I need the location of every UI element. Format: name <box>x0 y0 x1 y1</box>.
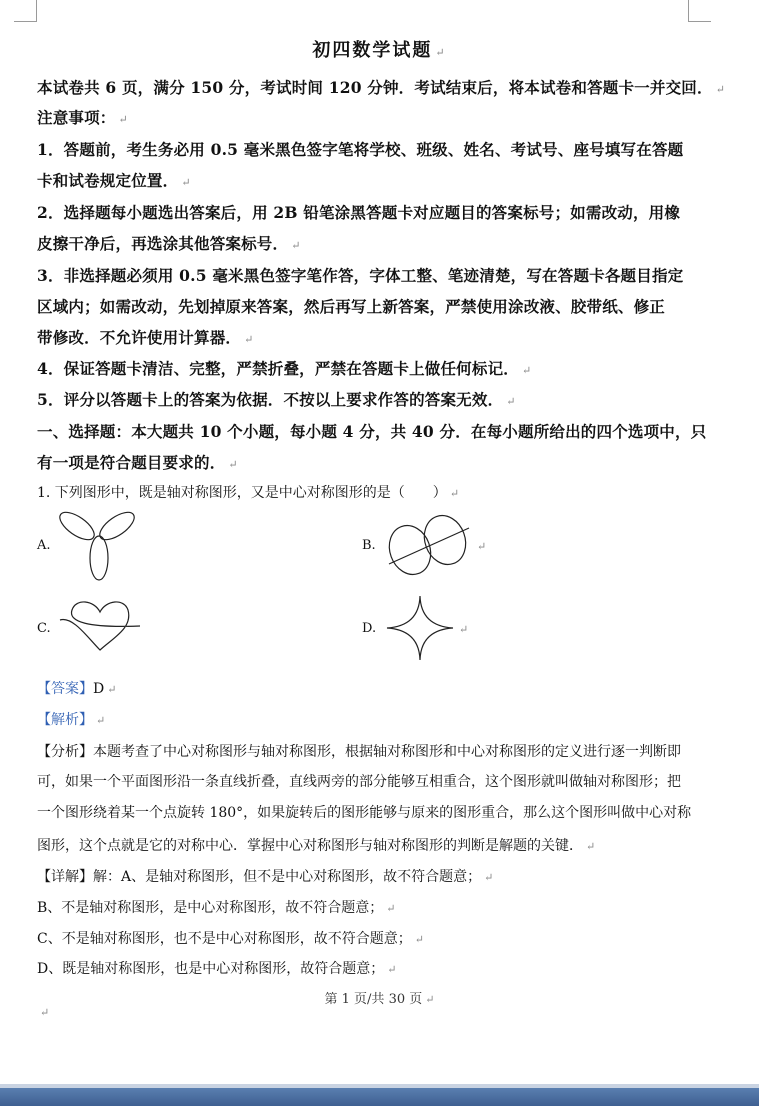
option-d-label: D. <box>362 621 377 636</box>
notice-line: 3．非选择题必须用 0.5 毫米黑色签字笔作答，字体工整、笔迹清楚，写在答题卡各题目指定 <box>37 266 684 285</box>
detail-line: B、不是轴对称图形，是中心对称图形，故不符合题意； ↵ <box>37 900 396 916</box>
detail-line: 【详解】解：A、是轴对称图形，但不是中心对称图形，故不符合题意； ↵ <box>37 869 494 885</box>
section-heading: 一、选择题：本大题共 10 个小题，每小题 4 分，共 40 分．在每小题所给出的四个选项中，只 <box>37 422 707 441</box>
question-1-stem: 1. 下列图形中，既是轴对称图形，又是中心对称图形的是（ ） ↵ <box>37 485 460 501</box>
notice-line: 5．评分以答题卡上的答案为依据．不按以上要求作答的答案无效． ↵ <box>37 390 516 409</box>
notice-line: 区域内；如需改动，先划掉原来答案，然后再写上新答案，严禁使用涂改液、胶带纸、修正 <box>37 297 666 316</box>
option-b-figure <box>385 512 480 582</box>
page-title: 初四数学试题 ↵ <box>312 40 447 61</box>
notice-line: 1．答题前，考生务必用 0.5 毫米黑色签字笔将学校、班级、姓名、考试号、座号填写在答题 <box>37 140 684 159</box>
option-c-figure <box>58 598 143 658</box>
section-heading: 有一项是符合题目要求的． ↵ <box>37 453 238 472</box>
page-footer: 第 1 页/共 30 页 ↵ <box>324 992 435 1007</box>
option-d-figure <box>385 594 455 662</box>
detail-line: D、既是轴对称图形，也是中心对称图形，故符合题意； ↵ <box>37 961 397 977</box>
notice-line: 2．选择题每小题选出答案后，用 2B 铅笔涂黑答题卡对应题目的答案标号；如需改动，用橡 <box>37 203 681 222</box>
option-c-label: C. <box>37 621 51 636</box>
analysis-line: 图形，这个点就是它的对称中心．掌握中心对称图形与轴对称图形的判断是解题的关键． ↵ <box>37 838 596 854</box>
analysis-line: 可，如果一个平面图形沿一条直线折叠，直线两旁的部分能够互相重合，这个图形就叫做轴对称图形；把 <box>37 774 681 790</box>
answer-line: 【答案】D ↵ <box>37 681 117 697</box>
crop-mark-right-vertical <box>688 0 689 22</box>
notice-heading: 注意事项： ↵ <box>37 108 128 127</box>
option-a-figure <box>55 508 145 588</box>
crop-mark-left-vertical <box>36 0 37 22</box>
option-b-label: B. <box>362 538 376 553</box>
detail-line: C、不是轴对称图形，也不是中心对称图形，故不符合题意； ↵ <box>37 931 424 947</box>
intro-text: 本试卷共 6 页，满分 150 分，考试时间 120 分钟．考试结束后，将本试卷和答题卡一并交回． ↵ <box>37 78 726 97</box>
option-a-label: A. <box>37 538 51 553</box>
notice-line: 带修改．不允许使用计算器． ↵ <box>37 328 254 347</box>
crop-mark-right-horizontal <box>688 21 711 22</box>
taskbar <box>0 1088 759 1106</box>
analysis-tag: 【解析】 ↵ <box>37 712 106 728</box>
notice-line: 4．保证答题卡清洁、完整，严禁折叠，严禁在答题卡上做任何标记． ↵ <box>37 359 532 378</box>
crop-mark-left-horizontal <box>14 21 37 22</box>
analysis-line: 一个图形绕着某一个点旋转 180°，如果旋转后的图形能够与原来的图形重合，那么这个图形叫做中心对称 <box>37 805 692 821</box>
notice-line: 皮擦干净后，再选涂其他答案标号． ↵ <box>37 234 301 253</box>
analysis-line: 【分析】本题考查了中心对称图形与轴对称图形，根据轴对称图形和中心对称图形的定义进行逐一判断即 <box>37 744 681 760</box>
notice-line: 卡和试卷规定位置． ↵ <box>37 171 191 190</box>
